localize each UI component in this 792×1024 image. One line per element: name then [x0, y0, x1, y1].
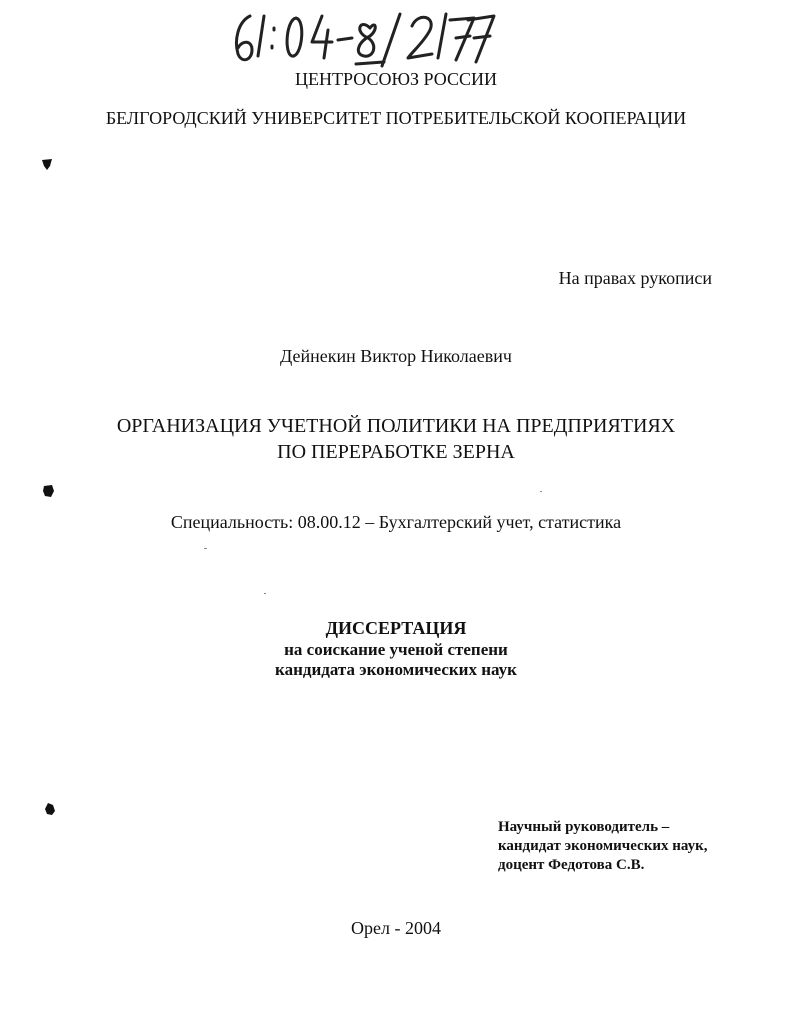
scan-speck — [264, 593, 266, 594]
degree-line-1: на соискание ученой степени — [284, 640, 508, 659]
degree-line-2: кандидата экономических наук — [275, 660, 517, 679]
dissertation-title-line-2: ПО ПЕРЕРАБОТКЕ ЗЕРНА — [277, 441, 515, 463]
punch-hole-mark — [41, 157, 53, 171]
author-name: Дейнекин Виктор Николаевич — [280, 346, 512, 366]
supervisor-block — [498, 818, 708, 875]
organization-name: ЦЕНТРОСОЮЗ РОССИИ — [295, 69, 497, 89]
supervisor-line-2: кандидат экономических наук, — [498, 838, 708, 854]
handwritten-archive-mark — [228, 6, 498, 68]
supervisor-line-1: Научный руководитель – — [498, 819, 670, 835]
handwritten-archive-mark-drawing — [228, 6, 498, 68]
punch-hole-mark — [42, 484, 54, 498]
city-year: Орел - 2004 — [351, 918, 441, 938]
supervisor-line-3: доцент Федотова С.В. — [498, 857, 645, 873]
manuscript-note: На правах рукописи — [558, 268, 712, 288]
dissertation-title-line-1: ОРГАНИЗАЦИЯ УЧЕТНОЙ ПОЛИТИКИ НА ПРЕДПРИЯТИЯХ — [116, 415, 676, 437]
scan-speck — [204, 548, 207, 549]
specialty: Специальность: 08.00.12 – Бухгалтерский учет, статистика — [170, 512, 622, 532]
work-type: ДИССЕРТАЦИЯ — [325, 618, 467, 638]
scan-speck — [540, 491, 542, 492]
university-name: БЕЛГОРОДСКИЙ УНИВЕРСИТЕТ ПОТРЕБИТЕЛЬСКОЙ КООПЕРАЦИИ — [105, 108, 687, 128]
punch-hole-mark — [44, 802, 56, 816]
